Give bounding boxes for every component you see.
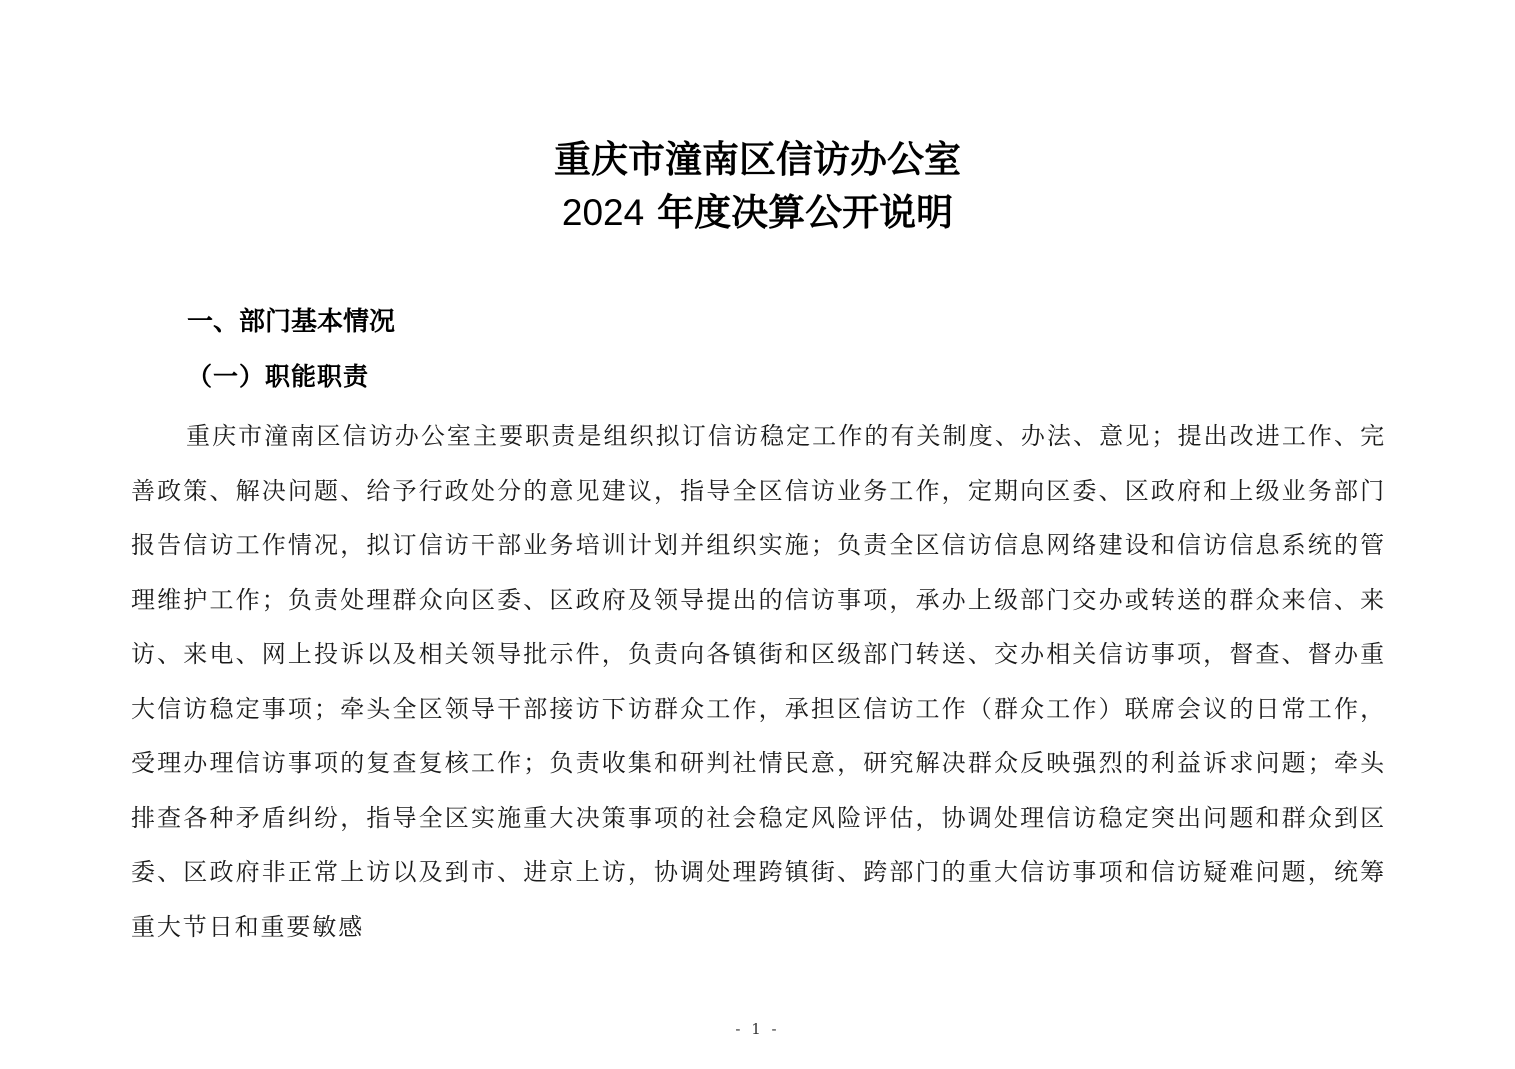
document-title-line1: 重庆市潼南区信访办公室 [554,137,961,181]
title-year: 2024 [561,192,645,233]
section-heading-basic-info: 一、部门基本情况 [187,307,396,337]
duties-paragraph: 重庆市潼南区信访办公室主要职责是组织拟订信访稳定工作的有关制度、办法、意见；提出改进工作、完善政策、解决问题、给予行政处分的意见建议，指导全区信访业务工作，定期向区委、区政府和上级业务部门报告信访工作情况，拟订信访干部业务培训计划并组织实施；负责全区信访信息网络建设和信访信息系统的管理维护工作；负责处理群众向区委、区政府及领导提出的信访事项，承办上级部门交办或转送的群众来信、来访、来电、网上投诉以及相关领导批示件，负责向各镇街和区级部门转送、交办相关信访事项，督查、督办重大信访稳定事项；牵头全区领导干部接访下访群众工作，承担区信访工作（群众工作）联席会议的日常工作，受理办理信访事项的复查复核工作；负责收集和研判社情民意，研究解决群众反映强烈的利益诉求问题；牵头排查各种矛盾纠纷，指导全区实施重大决策事项的社会稳定风险评估，协调处理信访稳定突出问题和群众到区委、区政府非正常上访以及到市、进京上访，协调处理跨镇街、跨部门的重大信访事项和信访疑难问题，统筹重大节日和重要敏感 [131,422,1386,941]
page-number: - 1 - [735,1020,780,1038]
title-rest: 年度决算公开说明 [644,190,954,234]
document-title-line2 [0,186,1515,239]
subsection-heading-duties: （一）职能职责 [187,362,370,391]
